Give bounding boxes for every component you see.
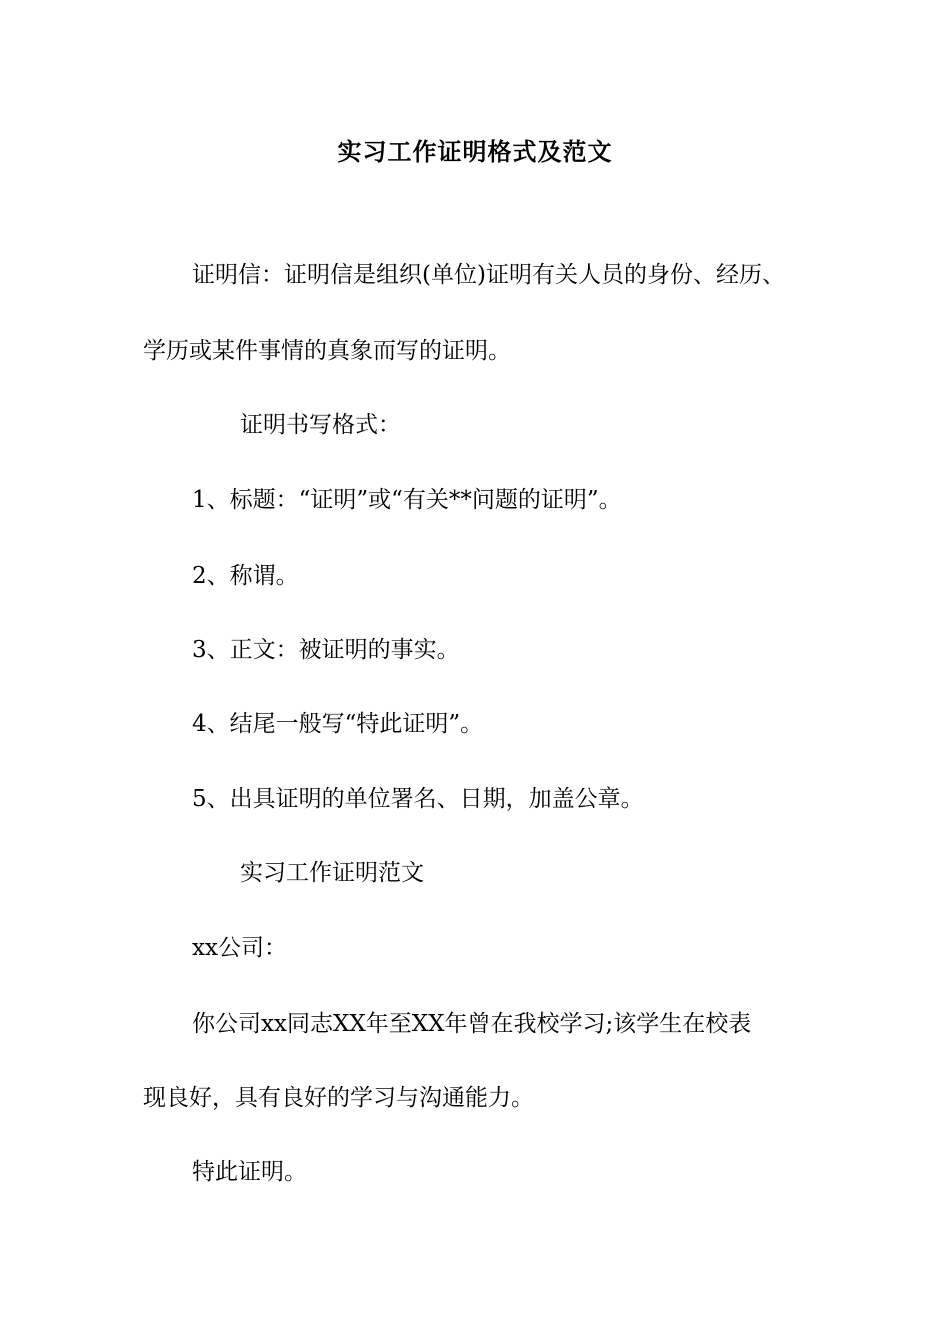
sample-heading: 实习工作证明范文 [240,860,424,886]
closing-line: 特此证明。 [192,1159,307,1185]
body-paragraph-line-1: 你公司xx同志XX年至XX年曾在我校学习;该学生在校表 [192,1011,752,1037]
format-heading: 证明书写格式： [240,412,401,438]
format-item-5: 5、出具证明的单位署名、日期，加盖公章。 [192,786,644,812]
format-item-2: 2、称谓。 [192,563,299,589]
document-title: 实习工作证明格式及范文 [337,137,613,166]
intro-paragraph-line-1: 证明信：证明信是组织(单位)证明有关人员的身份、经历、 [192,262,785,288]
format-item-3: 3、正文：被证明的事实。 [192,637,460,663]
body-paragraph-line-2: 现良好，具有良好的学习与沟通能力。 [143,1085,534,1111]
format-item-4: 4、结尾一般写“特此证明”。 [192,711,484,737]
salutation: xx公司： [192,935,287,961]
format-item-1: 1、标题：“证明”或“有关**问题的证明”。 [192,487,622,513]
intro-paragraph-line-2: 学历或某件事情的真象而写的证明。 [143,338,511,364]
